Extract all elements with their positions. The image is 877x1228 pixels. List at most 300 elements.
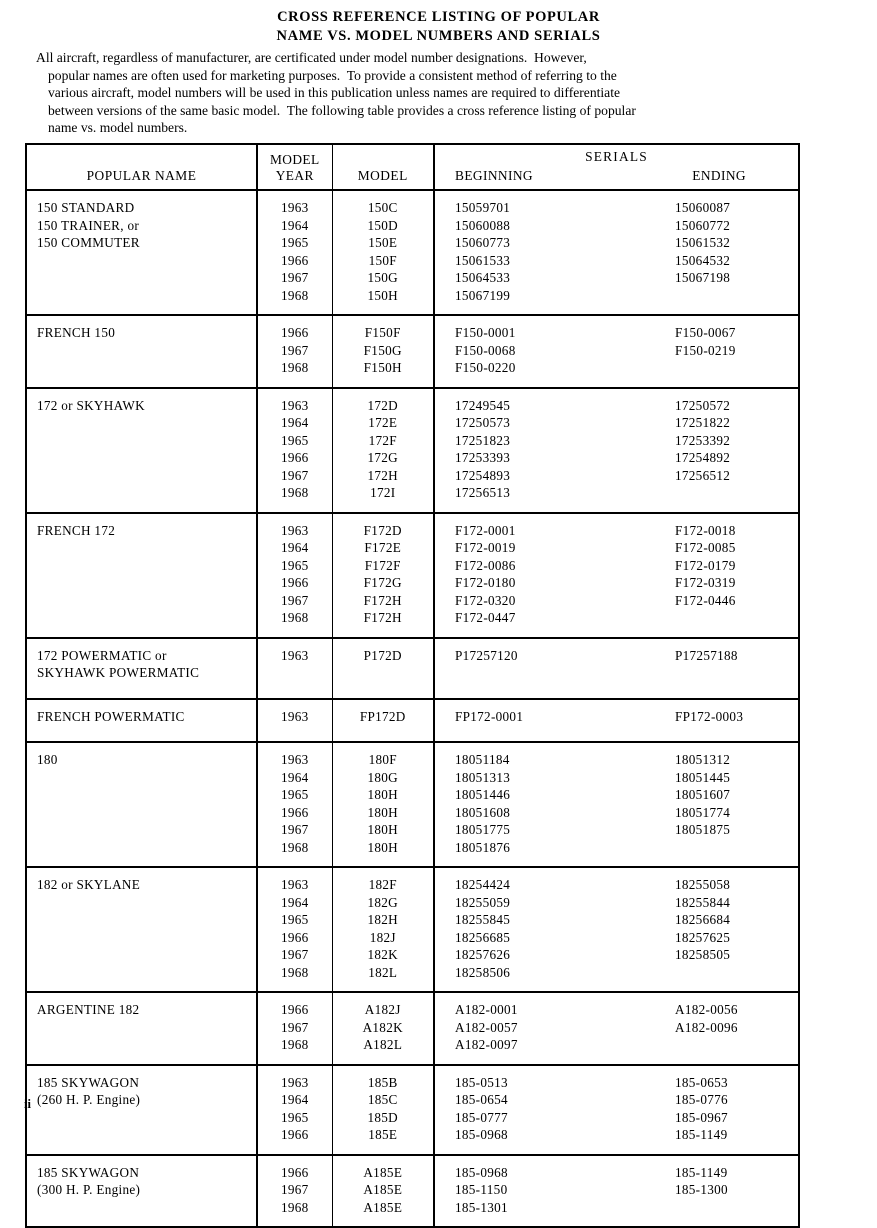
model-value: F150H xyxy=(363,360,402,375)
model-year-value: 1963 xyxy=(280,877,309,892)
cell-popular-name xyxy=(27,867,257,992)
model-year-value: 1965 xyxy=(280,1109,309,1125)
serial-beginning-value: 17253393 xyxy=(455,450,511,465)
model-year-value: 1965 xyxy=(280,787,309,802)
serial-ending-value: P17257188 xyxy=(675,647,738,663)
serial-range-row xyxy=(435,467,798,485)
model-list xyxy=(333,1066,434,1154)
model-list xyxy=(333,743,434,866)
intro-line: name vs. model numbers. xyxy=(48,120,188,136)
model-year-value: 1968 xyxy=(280,964,309,980)
model-year-value: 1963 xyxy=(280,200,309,215)
model-value: A182L xyxy=(363,1037,403,1052)
serial-beginning-value: 18051313 xyxy=(455,769,511,785)
model-year-value: 1966 xyxy=(280,325,309,340)
model-year-value: 1966 xyxy=(280,1164,309,1180)
model-year-list xyxy=(258,389,332,512)
model-list xyxy=(333,1156,434,1227)
serial-range-row xyxy=(435,839,798,857)
cell-serials xyxy=(434,1065,798,1155)
cell-model-year xyxy=(257,1155,332,1227)
cell-popular-name xyxy=(27,638,257,699)
model-year-value: 1965 xyxy=(280,557,309,573)
serial-ending-value: F172-0018 xyxy=(675,522,736,538)
model-value: F172E xyxy=(364,540,402,555)
serial-range-row xyxy=(435,574,798,592)
popular-name-text: 172 or SKYHAWK xyxy=(37,397,145,413)
popular-name-list xyxy=(27,1156,256,1209)
model-value: 185C xyxy=(367,1092,398,1107)
model-value: F150F xyxy=(364,325,401,340)
serial-ending-value: F172-0446 xyxy=(675,592,736,608)
header-serials-beginning-label: BEGINNING xyxy=(455,168,533,183)
serial-ending-value: F150-0067 xyxy=(675,325,736,340)
serial-ending-value: 18051875 xyxy=(675,822,731,837)
cell-model-year xyxy=(257,190,332,315)
model-value: P172D xyxy=(363,647,402,663)
model-value: 182K xyxy=(367,947,398,962)
model-year-value: 1966 xyxy=(280,804,309,820)
serial-beginning-value: 18051775 xyxy=(455,822,511,837)
serial-beginning-value: F172-0019 xyxy=(455,540,516,555)
serial-beginning-value: 185-0654 xyxy=(455,1092,508,1107)
serials-list xyxy=(435,389,798,512)
serial-ending-value xyxy=(620,484,798,502)
serial-range-row xyxy=(435,522,798,540)
model-value: 172I xyxy=(370,485,396,500)
serial-range-row xyxy=(435,1019,798,1037)
cell-popular-name xyxy=(27,1065,257,1155)
serial-range-row xyxy=(435,342,798,360)
serial-ending-value: 15067198 xyxy=(675,270,731,285)
serial-ending-value xyxy=(620,1036,798,1054)
serial-ending-value xyxy=(620,287,798,305)
popular-name-text: 172 POWERMATIC or xyxy=(37,647,167,663)
table-body xyxy=(27,190,798,1226)
serials-list xyxy=(435,191,798,314)
model-value: 172H xyxy=(367,467,398,483)
serial-ending-value: FP172-0003 xyxy=(675,708,744,724)
model-list xyxy=(333,700,434,742)
serial-beginning-value: 18254424 xyxy=(455,877,511,892)
popular-name-list xyxy=(27,1066,256,1119)
cell-popular-name xyxy=(27,513,257,638)
popular-name-text: 182 or SKYLANE xyxy=(37,877,141,892)
serial-ending-value: 185-1149 xyxy=(675,1127,728,1142)
popular-name-text: FRENCH 172 xyxy=(37,522,116,538)
cell-model-year xyxy=(257,513,332,638)
serial-ending-value: 15060087 xyxy=(675,200,731,215)
serial-beginning-value: 15059701 xyxy=(455,200,511,215)
serial-range-row xyxy=(435,1074,798,1092)
model-value: 182G xyxy=(367,894,398,910)
serial-beginning-value: F172-0001 xyxy=(455,522,516,538)
serial-range-row xyxy=(435,609,798,627)
popular-name-list xyxy=(27,514,256,550)
serial-ending-value: 185-1149 xyxy=(675,1164,728,1180)
serial-beginning-value: 185-0968 xyxy=(455,1127,508,1142)
model-year-list xyxy=(258,639,332,681)
serial-ending-value: 18051445 xyxy=(675,769,731,785)
header-serials-label: SERIALS xyxy=(585,149,648,164)
serial-beginning-value: FP172-0001 xyxy=(455,708,524,724)
serial-beginning-value: 18258506 xyxy=(455,964,511,980)
serial-range-row xyxy=(435,708,798,726)
serial-range-row xyxy=(435,647,798,665)
serial-beginning-value: 17251823 xyxy=(455,432,511,448)
serial-range-row xyxy=(435,324,798,342)
serial-beginning-value: 18256685 xyxy=(455,929,511,945)
serial-range-row xyxy=(435,821,798,839)
table-row xyxy=(27,388,798,513)
cell-model xyxy=(332,1155,434,1227)
model-value: 180H xyxy=(367,804,398,820)
model-year-value: 1966 xyxy=(280,450,309,465)
serials-list xyxy=(435,1066,798,1154)
serial-ending-value: 18051312 xyxy=(675,752,731,767)
serial-beginning-value: 15061533 xyxy=(455,252,511,268)
serial-ending-value xyxy=(620,609,798,627)
model-value: 185E xyxy=(368,1127,398,1142)
intro-line: between versions of the same basic model. The following table provides a cross reference listing of popular xyxy=(48,102,636,118)
serials-list xyxy=(435,639,798,681)
model-year-value: 1964 xyxy=(280,540,309,555)
header-model-label: MODEL xyxy=(357,168,408,183)
serial-beginning-value: A182-0057 xyxy=(455,1019,518,1035)
serial-beginning-value: 18257626 xyxy=(455,947,511,962)
serial-ending-value xyxy=(620,964,798,982)
model-value: F172F xyxy=(364,557,401,573)
model-year-value: 1963 xyxy=(280,1074,309,1090)
model-value: FP172D xyxy=(359,708,406,724)
model-list xyxy=(333,389,434,512)
serial-range-row xyxy=(435,1164,798,1182)
popular-name-text: SKYHAWK POWERMATIC xyxy=(37,665,200,680)
cell-popular-name xyxy=(27,1155,257,1227)
model-year-value: 1963 xyxy=(280,397,309,413)
model-year-list xyxy=(258,743,332,866)
model-list xyxy=(333,639,434,681)
model-year-value: 1967 xyxy=(280,1182,309,1197)
serial-beginning-value: 18051184 xyxy=(455,752,510,767)
cell-model xyxy=(332,638,434,699)
popular-name-list xyxy=(27,191,256,262)
table-row xyxy=(27,1155,798,1227)
model-year-value: 1966 xyxy=(280,575,309,590)
model-list xyxy=(333,191,434,314)
serial-range-row xyxy=(435,894,798,912)
model-value: 182L xyxy=(368,964,398,980)
model-year-value: 1968 xyxy=(280,610,309,625)
cell-model xyxy=(332,742,434,867)
serial-ending-value: F172-0085 xyxy=(675,540,736,555)
serial-ending-value: 185-0776 xyxy=(675,1092,728,1107)
cell-model xyxy=(332,867,434,992)
cross-reference-table-container xyxy=(25,143,800,1228)
serial-beginning-value: 18051876 xyxy=(455,839,511,855)
model-year-value: 1966 xyxy=(280,929,309,945)
serial-range-row xyxy=(435,1126,798,1144)
cell-popular-name xyxy=(27,190,257,315)
cell-model-year xyxy=(257,992,332,1065)
serial-range-row xyxy=(435,359,798,377)
serial-range-row xyxy=(435,1199,798,1217)
model-year-value: 1964 xyxy=(280,217,309,233)
serial-beginning-value: 18255845 xyxy=(455,912,511,927)
model-value: 150G xyxy=(367,270,398,285)
serial-range-row xyxy=(435,269,798,287)
serial-ending-value: 17256512 xyxy=(675,467,731,483)
serial-range-row xyxy=(435,1091,798,1109)
model-value: 150D xyxy=(367,217,398,233)
serial-beginning-value: 15060088 xyxy=(455,217,511,233)
serial-range-row xyxy=(435,1109,798,1127)
serial-range-row xyxy=(435,484,798,502)
model-value: 180G xyxy=(367,769,398,785)
model-value: F150G xyxy=(363,342,402,358)
serial-beginning-value: 15064533 xyxy=(455,270,511,285)
cell-model xyxy=(332,388,434,513)
table-row xyxy=(27,992,798,1065)
cell-model xyxy=(332,1065,434,1155)
serial-ending-value: 15060772 xyxy=(675,217,731,233)
serial-beginning-value: 185-0777 xyxy=(455,1109,508,1125)
cell-serials xyxy=(434,699,798,743)
serials-list xyxy=(435,700,798,742)
serial-range-row xyxy=(435,769,798,787)
model-value: 180H xyxy=(367,839,398,855)
serial-beginning-value: 18051608 xyxy=(455,804,511,820)
model-year-list xyxy=(258,316,332,387)
serial-range-row xyxy=(435,217,798,235)
popular-name-text: (260 H. P. Engine) xyxy=(37,1092,141,1107)
popular-name-list xyxy=(27,743,256,779)
popular-name-text: 185 SKYWAGON xyxy=(37,1164,140,1180)
serial-beginning-value: 185-0968 xyxy=(455,1164,508,1180)
popular-name-list xyxy=(27,700,256,742)
table-row xyxy=(27,1065,798,1155)
model-value: A185E xyxy=(363,1164,403,1180)
model-year-value: 1964 xyxy=(280,415,309,430)
header-model-year-label-2: YEAR xyxy=(275,168,314,183)
cell-serials xyxy=(434,742,798,867)
model-year-value: 1965 xyxy=(280,912,309,927)
intro-paragraph xyxy=(36,49,796,137)
cell-model-year xyxy=(257,867,332,992)
model-value: 150F xyxy=(368,252,397,268)
model-value: A182K xyxy=(362,1019,403,1035)
serial-ending-value: F172-0319 xyxy=(675,575,736,590)
cell-popular-name xyxy=(27,992,257,1065)
model-year-value: 1967 xyxy=(280,947,309,962)
popular-name-text: (300 H. P. Engine) xyxy=(37,1182,141,1197)
model-year-value: 1967 xyxy=(280,822,309,837)
model-value: 185D xyxy=(367,1109,398,1125)
serial-beginning-value: 17250573 xyxy=(455,415,511,430)
model-value: 172F xyxy=(368,432,397,448)
cell-serials xyxy=(434,315,798,388)
model-year-value: 1966 xyxy=(280,1127,309,1142)
serials-list xyxy=(435,316,798,387)
cell-serials xyxy=(434,190,798,315)
serial-ending-value xyxy=(620,359,798,377)
serial-beginning-value: 185-1301 xyxy=(455,1199,508,1215)
cell-model xyxy=(332,992,434,1065)
serial-ending-value: 18255844 xyxy=(675,894,731,910)
model-value: 182F xyxy=(368,877,397,892)
header-model xyxy=(332,145,434,190)
cell-model xyxy=(332,190,434,315)
model-year-value: 1964 xyxy=(280,769,309,785)
popular-name-text: ARGENTINE 182 xyxy=(37,1002,140,1017)
intro-line: All aircraft, regardless of manufacturer, are certificated under model number designations. However, xyxy=(36,50,587,65)
model-year-value: 1967 xyxy=(280,1019,309,1035)
serial-ending-value: 15061532 xyxy=(675,235,731,250)
model-year-list xyxy=(258,1066,332,1154)
table-header xyxy=(27,145,798,190)
model-value: 172E xyxy=(368,415,398,430)
popular-name-list xyxy=(27,993,256,1029)
model-value: 180H xyxy=(367,822,398,837)
serial-beginning-value: F150-0001 xyxy=(455,325,516,340)
serial-ending-value: 18258505 xyxy=(675,947,731,962)
serial-ending-value xyxy=(620,1199,798,1217)
serial-ending-value: 18051607 xyxy=(675,787,731,802)
popular-name-text: 150 TRAINER, or xyxy=(37,217,140,233)
header-popular-name xyxy=(27,145,257,190)
serial-range-row xyxy=(435,1181,798,1199)
cell-model xyxy=(332,699,434,743)
cell-serials xyxy=(434,638,798,699)
serial-beginning-value: 17256513 xyxy=(455,485,511,500)
cell-popular-name xyxy=(27,388,257,513)
model-value: A185E xyxy=(363,1182,403,1197)
model-year-value: 1964 xyxy=(280,894,309,910)
cell-serials xyxy=(434,513,798,638)
model-year-value: 1968 xyxy=(280,1037,309,1052)
serial-ending-value: 18051774 xyxy=(675,804,731,820)
serial-range-row xyxy=(435,397,798,415)
popular-name-list xyxy=(27,389,256,425)
serial-range-row xyxy=(435,876,798,894)
serial-ending-value: 17254892 xyxy=(675,450,731,465)
model-year-value: 1965 xyxy=(280,235,309,250)
table-row xyxy=(27,742,798,867)
model-list xyxy=(333,514,434,637)
popular-name-text: 150 STANDARD xyxy=(37,200,135,215)
cell-model-year xyxy=(257,742,332,867)
model-year-value: 1964 xyxy=(280,1092,309,1107)
serial-ending-value: 18256684 xyxy=(675,912,731,927)
serial-beginning-value: A182-0001 xyxy=(455,1002,518,1017)
serial-range-row xyxy=(435,964,798,982)
cell-model xyxy=(332,513,434,638)
model-year-value: 1967 xyxy=(280,467,309,483)
table-row xyxy=(27,190,798,315)
serial-range-row xyxy=(435,804,798,822)
serial-beginning-value: F150-0068 xyxy=(455,342,516,358)
page-number: ii xyxy=(24,1097,31,1111)
page-title-line-2: NAME VS. MODEL NUMBERS AND SERIALS xyxy=(276,28,601,44)
model-year-list xyxy=(258,993,332,1064)
cell-model xyxy=(332,315,434,388)
serial-range-row xyxy=(435,234,798,252)
serial-ending-value: A182-0056 xyxy=(675,1002,738,1017)
model-value: 150C xyxy=(367,200,398,215)
page-title-line-1: CROSS REFERENCE LISTING OF POPULAR xyxy=(277,9,600,25)
model-list xyxy=(333,316,434,387)
table-row xyxy=(27,867,798,992)
serial-ending-value: 185-0653 xyxy=(675,1074,728,1090)
header-popular-name-label: POPULAR NAME xyxy=(86,168,197,183)
table-row xyxy=(27,315,798,388)
serial-range-row xyxy=(435,929,798,947)
model-year-value: 1963 xyxy=(280,708,309,724)
model-year-value: 1963 xyxy=(280,752,309,767)
serial-range-row xyxy=(435,539,798,557)
model-year-value: 1965 xyxy=(280,432,309,448)
serial-ending-value: 15064532 xyxy=(675,252,731,268)
serial-beginning-value: F172-0086 xyxy=(455,557,516,573)
model-year-list xyxy=(258,868,332,991)
serial-beginning-value: F150-0220 xyxy=(455,360,516,375)
model-value: 172G xyxy=(367,450,398,465)
model-year-list xyxy=(258,700,332,742)
cell-model-year xyxy=(257,638,332,699)
cell-serials xyxy=(434,867,798,992)
model-year-value: 1968 xyxy=(280,485,309,500)
model-value: F172H xyxy=(363,592,402,608)
model-year-list xyxy=(258,514,332,637)
cell-serials xyxy=(434,992,798,1065)
serial-range-row xyxy=(435,1036,798,1054)
serial-ending-value: F150-0219 xyxy=(675,342,736,358)
popular-name-list xyxy=(27,868,256,904)
model-value: F172D xyxy=(363,522,402,538)
model-year-value: 1967 xyxy=(280,342,309,358)
model-value: 182J xyxy=(369,929,396,945)
serial-ending-value: 17250572 xyxy=(675,397,731,413)
popular-name-list xyxy=(27,316,256,352)
model-list xyxy=(333,993,434,1064)
model-value: F172H xyxy=(363,610,402,625)
model-year-list xyxy=(258,191,332,314)
header-serials xyxy=(434,145,798,190)
serial-range-row xyxy=(435,911,798,929)
serial-beginning-value: F172-0447 xyxy=(455,610,516,625)
serial-range-row xyxy=(435,199,798,217)
popular-name-text: 185 SKYWAGON xyxy=(37,1074,140,1090)
popular-name-text: FRENCH 150 xyxy=(37,325,116,340)
serial-range-row xyxy=(435,414,798,432)
intro-line: various aircraft, model numbers will be used in this publication unless names are required to differentiate xyxy=(48,85,621,101)
cross-reference-table xyxy=(27,145,798,1226)
model-year-value: 1968 xyxy=(280,287,309,303)
header-model-year xyxy=(257,145,332,190)
table-row xyxy=(27,699,798,743)
serial-ending-value: 17251822 xyxy=(675,415,731,430)
model-year-value: 1966 xyxy=(280,252,309,268)
serial-ending-value: 18255058 xyxy=(675,877,731,892)
serial-beginning-value: A182-0097 xyxy=(455,1037,518,1052)
model-year-value: 1968 xyxy=(280,839,309,855)
model-value: 185B xyxy=(367,1074,398,1090)
serial-ending-value: 17253392 xyxy=(675,432,731,448)
model-year-value: 1963 xyxy=(280,647,309,663)
cell-model-year xyxy=(257,315,332,388)
cell-serials xyxy=(434,388,798,513)
cell-model-year xyxy=(257,1065,332,1155)
